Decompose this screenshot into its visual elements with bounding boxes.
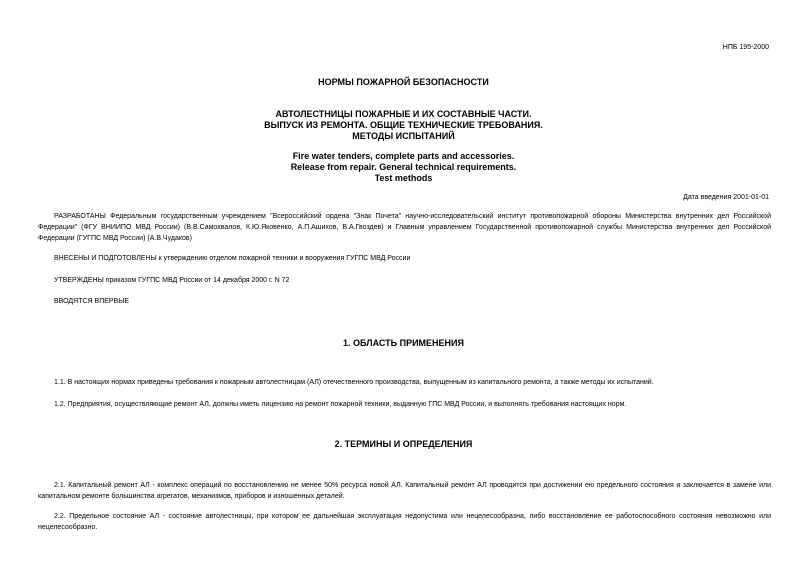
english-title-line: Test methods: [374, 173, 433, 183]
english-title-line: Fire water tenders, complete parts and accessories.: [292, 151, 515, 161]
document-code: НПБ 195-2000: [722, 44, 769, 51]
approved-paragraph: УТВЕРЖДЕНЫ приказом ГУГПС МВД России от 14 декабря 2000 г. N 72: [54, 277, 290, 284]
russian-title-line: ВЫПУСК ИЗ РЕМОНТА. ОБЩИЕ ТЕХНИЧЕСКИЕ ТРЕБОВАНИЯ.: [264, 120, 543, 130]
clause-1-1: 1.1. В настоящих нормах приведены требования к пожарным автолестницам (АЛ) отечественного производства, выпущенным из капитального ремонта, а также методы их испытаний.: [54, 379, 654, 386]
russian-title-line: МЕТОДЫ ИСПЫТАНИЙ: [352, 131, 455, 141]
section-2-heading: 2. ТЕРМИНЫ И ОПРЕДЕЛЕНИЯ: [334, 439, 473, 449]
clause-2-1: 2.1. Капитальный ремонт АЛ - комплекс операций по восстановлению не менее 50% ресурса новой АЛ. Капитальный ремонт АЛ проводится при достижении ею предельного состояния и заключается в замене или капитальном ремонте большинства агрегатов, механизмов, приборов и изношенных деталей.: [38, 482, 771, 500]
main-title: НОРМЫ ПОЖАРНОЙ БЕЗОПАСНОСТИ: [318, 77, 489, 87]
clause-2-2: 2.2. Предельное состояние АЛ - состояние автолестницы, при котором ее дальнейшая эксплуатация недопустима или нецелесообразна, либо восстановление ее работоспособного состояния невозможно или нецелесообразно.: [38, 513, 771, 531]
section-1-heading: 1. ОБЛАСТЬ ПРИМЕНЕНИЯ: [343, 338, 464, 348]
first-time-paragraph: ВВОДЯТСЯ ВПЕРВЫЕ: [54, 298, 130, 305]
developed-by-paragraph: РАЗРАБОТАНЫ Федеральным государственным учреждением "Всероссийский ордена "Знак Почета" научно-исследовательский институт противопожарной обороны Министерства внутренних дел Российской Федерации" (ФГУ ВНИИПО МВД России) (В.В.Самохвалов, К.Ю.Яковенко, А.П.Ашихов, В.А.Гвоздев) и Главным управлением Государственной противопожарной службы Министерства внутренних дел Российской Федерации (ГУГПС МВД России) (А.В.Чудаков): [38, 213, 771, 242]
introduction-date: Дата введения 2001-01-01: [683, 194, 769, 201]
russian-title-line: АВТОЛЕСТНИЦЫ ПОЖАРНЫЕ И ИХ СОСТАВНЫЕ ЧАСТИ.: [275, 109, 532, 119]
clause-1-2: 1.2. Предприятия, осуществляющие ремонт АЛ, должны иметь лицензию на ремонт пожарной техники, выданную ГПС МВД России, и выполнять требования настоящих норм.: [54, 401, 627, 408]
english-title-line: Release from repair. General technical requirements.: [290, 162, 517, 172]
russian-title: [0, 109, 807, 142]
english-title: [0, 151, 807, 184]
submitted-paragraph: ВНЕСЕНЫ И ПОДГОТОВЛЕНЫ к утверждению отделом пожарной техники и вооружения ГУГПС МВД России: [54, 255, 411, 262]
